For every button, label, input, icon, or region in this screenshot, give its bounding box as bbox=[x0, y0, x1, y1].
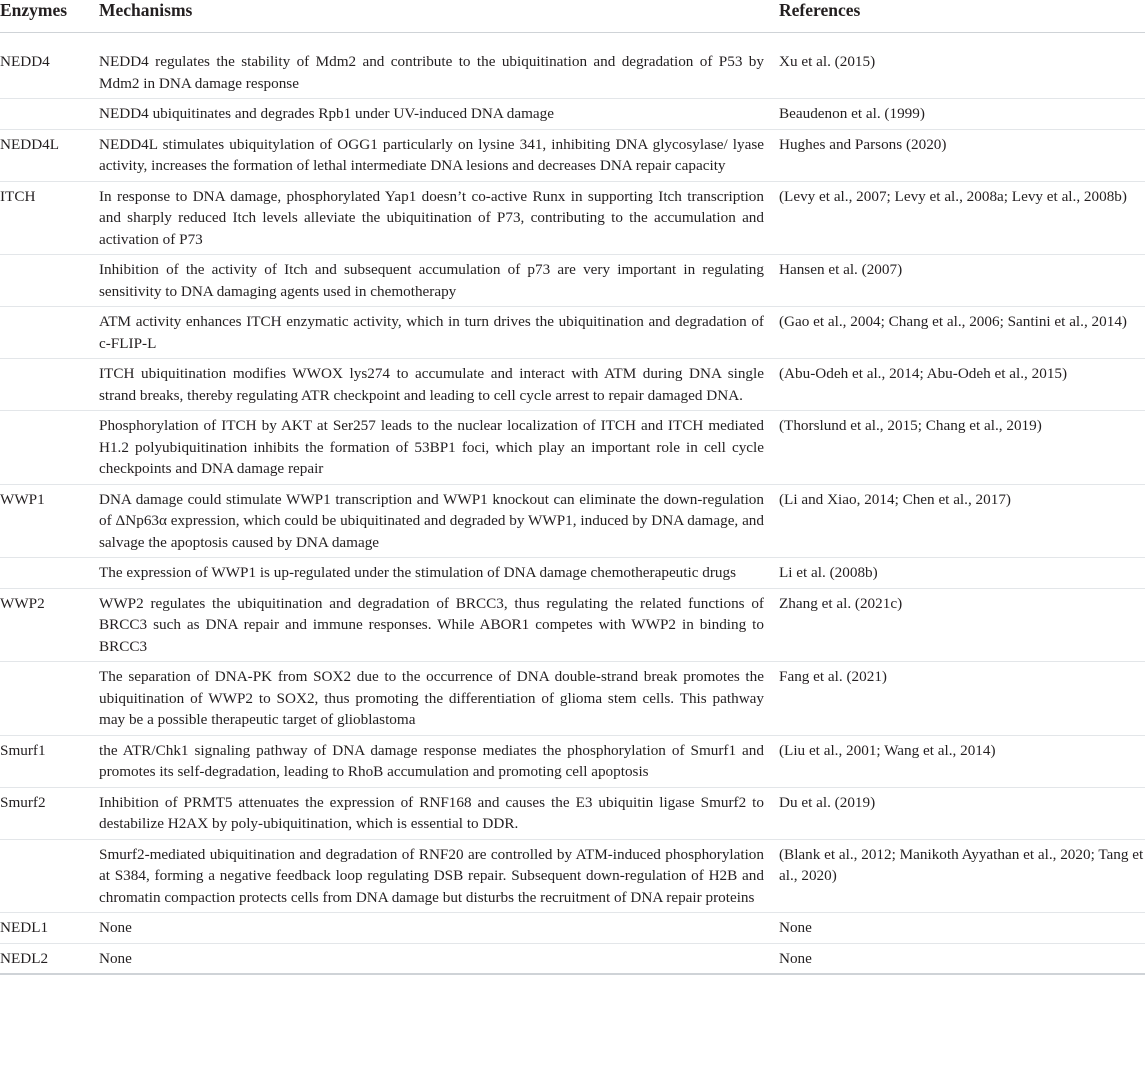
table-row bbox=[0, 359, 1145, 411]
table-row bbox=[0, 484, 1145, 558]
mechanism-cell: Phosphorylation of ITCH by AKT at Ser257 leads to the nuclear localization of ITCH and ITCH mediated H1.2 polyubiquitination inhibits the formation of 53BP1 foci, which play an important role in cell cycle checkpoints and DNA damage repair bbox=[99, 411, 778, 485]
table-row bbox=[0, 787, 1145, 839]
mechanism-cell: The separation of DNA-PK from SOX2 due to the occurrence of DNA double-strand break promotes the ubiquitination of WWP2 to SOX2, thus promoting the differentiation of glioma stem cells. This pathway may be a possible therapeutic target of glioblastoma bbox=[99, 662, 778, 736]
mechanism-cell: NEDD4L stimulates ubiquitylation of OGG1 particularly on lysine 341, inhibiting DNA glycosylase/ lyase activity, increases the formation of lethal intermediate DNA lesions and decreases DNA repair capacity bbox=[99, 129, 778, 181]
mechanism-cell: Inhibition of the activity of Itch and subsequent accumulation of p73 are very important in regulating sensitivity to DNA damaging agents used in chemotherapy bbox=[99, 255, 778, 307]
enzyme-cell bbox=[0, 558, 99, 589]
enzyme-cell bbox=[0, 99, 99, 130]
mechanism-cell: ATM activity enhances ITCH enzymatic activity, which in turn drives the ubiquitination and degradation of c-FLIP-L bbox=[99, 307, 778, 359]
table-row bbox=[0, 255, 1145, 307]
table-row bbox=[0, 99, 1145, 130]
header-references: References bbox=[778, 0, 1145, 33]
reference-cell: (Liu et al., 2001; Wang et al., 2014) bbox=[778, 735, 1145, 787]
table-row bbox=[0, 913, 1145, 944]
enzyme-cell bbox=[0, 359, 99, 411]
mechanism-cell: DNA damage could stimulate WWP1 transcription and WWP1 knockout can eliminate the down-regulation of ΔNp63α expression, which could be ubiquitinated and degraded by WWP1, induced by DNA damage, and salvage the apoptosis caused by DNA damage bbox=[99, 484, 778, 558]
mechanism-cell: Smurf2-mediated ubiquitination and degradation of RNF20 are controlled by ATM-induced phosphorylation at S384, forming a negative feedback loop regulating DSB repair. Subsequent down-regulation of H2B and chromatin compaction protects cells from DNA damage but disturbs the recruitment of DNA repair proteins bbox=[99, 839, 778, 913]
reference-cell: None bbox=[778, 943, 1145, 974]
enzyme-cell: NEDL2 bbox=[0, 943, 99, 974]
reference-cell: Beaudenon et al. (1999) bbox=[778, 99, 1145, 130]
mechanism-cell: WWP2 regulates the ubiquitination and degradation of BRCC3, thus regulating the related functions of BRCC3 such as DNA repair and immune responses. While ABOR1 competes with WWP2 in binding to BRCC3 bbox=[99, 588, 778, 662]
table-row bbox=[0, 839, 1145, 913]
enzyme-cell: WWP2 bbox=[0, 588, 99, 662]
table-row bbox=[0, 181, 1145, 255]
mechanism-cell: ITCH ubiquitination modifies WWOX lys274 to accumulate and interact with ATM during DNA single strand breaks, thereby regulating ATR checkpoint and leading to cell cycle arrest to repair damaged DNA. bbox=[99, 359, 778, 411]
enzyme-cell: WWP1 bbox=[0, 484, 99, 558]
header-mechanisms: Mechanisms bbox=[99, 0, 778, 33]
reference-cell: (Blank et al., 2012; Manikoth Ayyathan et al., 2020; Tang et al., 2020) bbox=[778, 839, 1145, 913]
reference-cell: None bbox=[778, 913, 1145, 944]
enzyme-cell bbox=[0, 839, 99, 913]
reference-cell: (Thorslund et al., 2015; Chang et al., 2019) bbox=[778, 411, 1145, 485]
mechanism-cell: The expression of WWP1 is up-regulated under the stimulation of DNA damage chemotherapeutic drugs bbox=[99, 558, 778, 589]
header-row bbox=[0, 0, 1145, 33]
mechanism-cell: Inhibition of PRMT5 attenuates the expression of RNF168 and causes the E3 ubiquitin ligase Smurf2 to destabilize H2AX by poly-ubiquitination, which is essential to DDR. bbox=[99, 787, 778, 839]
enzyme-cell: Smurf1 bbox=[0, 735, 99, 787]
mechanism-cell: NEDD4 regulates the stability of Mdm2 and contribute to the ubiquitination and degradation of P53 by Mdm2 in DNA damage response bbox=[99, 33, 778, 99]
reference-cell: Xu et al. (2015) bbox=[778, 33, 1145, 99]
reference-cell: Du et al. (2019) bbox=[778, 787, 1145, 839]
mechanism-cell: NEDD4 ubiquitinates and degrades Rpb1 under UV-induced DNA damage bbox=[99, 99, 778, 130]
header-enzymes: Enzymes bbox=[0, 0, 99, 33]
table-header bbox=[0, 0, 1145, 33]
table-row bbox=[0, 735, 1145, 787]
reference-cell: Fang et al. (2021) bbox=[778, 662, 1145, 736]
reference-cell: Zhang et al. (2021c) bbox=[778, 588, 1145, 662]
table-row bbox=[0, 943, 1145, 974]
table-row bbox=[0, 588, 1145, 662]
reference-cell: Hughes and Parsons (2020) bbox=[778, 129, 1145, 181]
mechanism-cell: the ATR/Chk1 signaling pathway of DNA damage response mediates the phosphorylation of Smurf1 and promotes its self-degradation, leading to RhoB accumulation and promoting cell apoptosis bbox=[99, 735, 778, 787]
table-row bbox=[0, 558, 1145, 589]
reference-cell: (Li and Xiao, 2014; Chen et al., 2017) bbox=[778, 484, 1145, 558]
enzyme-cell bbox=[0, 662, 99, 736]
table-row bbox=[0, 33, 1145, 99]
table-body bbox=[0, 33, 1145, 975]
reference-cell: (Abu-Odeh et al., 2014; Abu-Odeh et al., 2015) bbox=[778, 359, 1145, 411]
enzyme-cell: NEDD4 bbox=[0, 33, 99, 99]
enzyme-cell: NEDD4L bbox=[0, 129, 99, 181]
enzyme-cell: NEDL1 bbox=[0, 913, 99, 944]
enzyme-cell: ITCH bbox=[0, 181, 99, 255]
table-row bbox=[0, 307, 1145, 359]
enzyme-cell bbox=[0, 255, 99, 307]
mechanism-cell: None bbox=[99, 943, 778, 974]
enzyme-cell bbox=[0, 307, 99, 359]
reference-cell: Li et al. (2008b) bbox=[778, 558, 1145, 589]
table-row bbox=[0, 411, 1145, 485]
mechanism-cell: None bbox=[99, 913, 778, 944]
enzyme-cell bbox=[0, 411, 99, 485]
reference-cell: Hansen et al. (2007) bbox=[778, 255, 1145, 307]
table-row bbox=[0, 129, 1145, 181]
mechanism-cell: In response to DNA damage, phosphorylated Yap1 doesn’t co-active Runx in supporting Itch transcription and sharply reduced Itch levels alleviate the ubiquitination of P73, contributing to the accumulation and activation of P73 bbox=[99, 181, 778, 255]
enzyme-cell: Smurf2 bbox=[0, 787, 99, 839]
reference-cell: (Levy et al., 2007; Levy et al., 2008a; Levy et al., 2008b) bbox=[778, 181, 1145, 255]
table-row bbox=[0, 662, 1145, 736]
reference-cell: (Gao et al., 2004; Chang et al., 2006; Santini et al., 2014) bbox=[778, 307, 1145, 359]
